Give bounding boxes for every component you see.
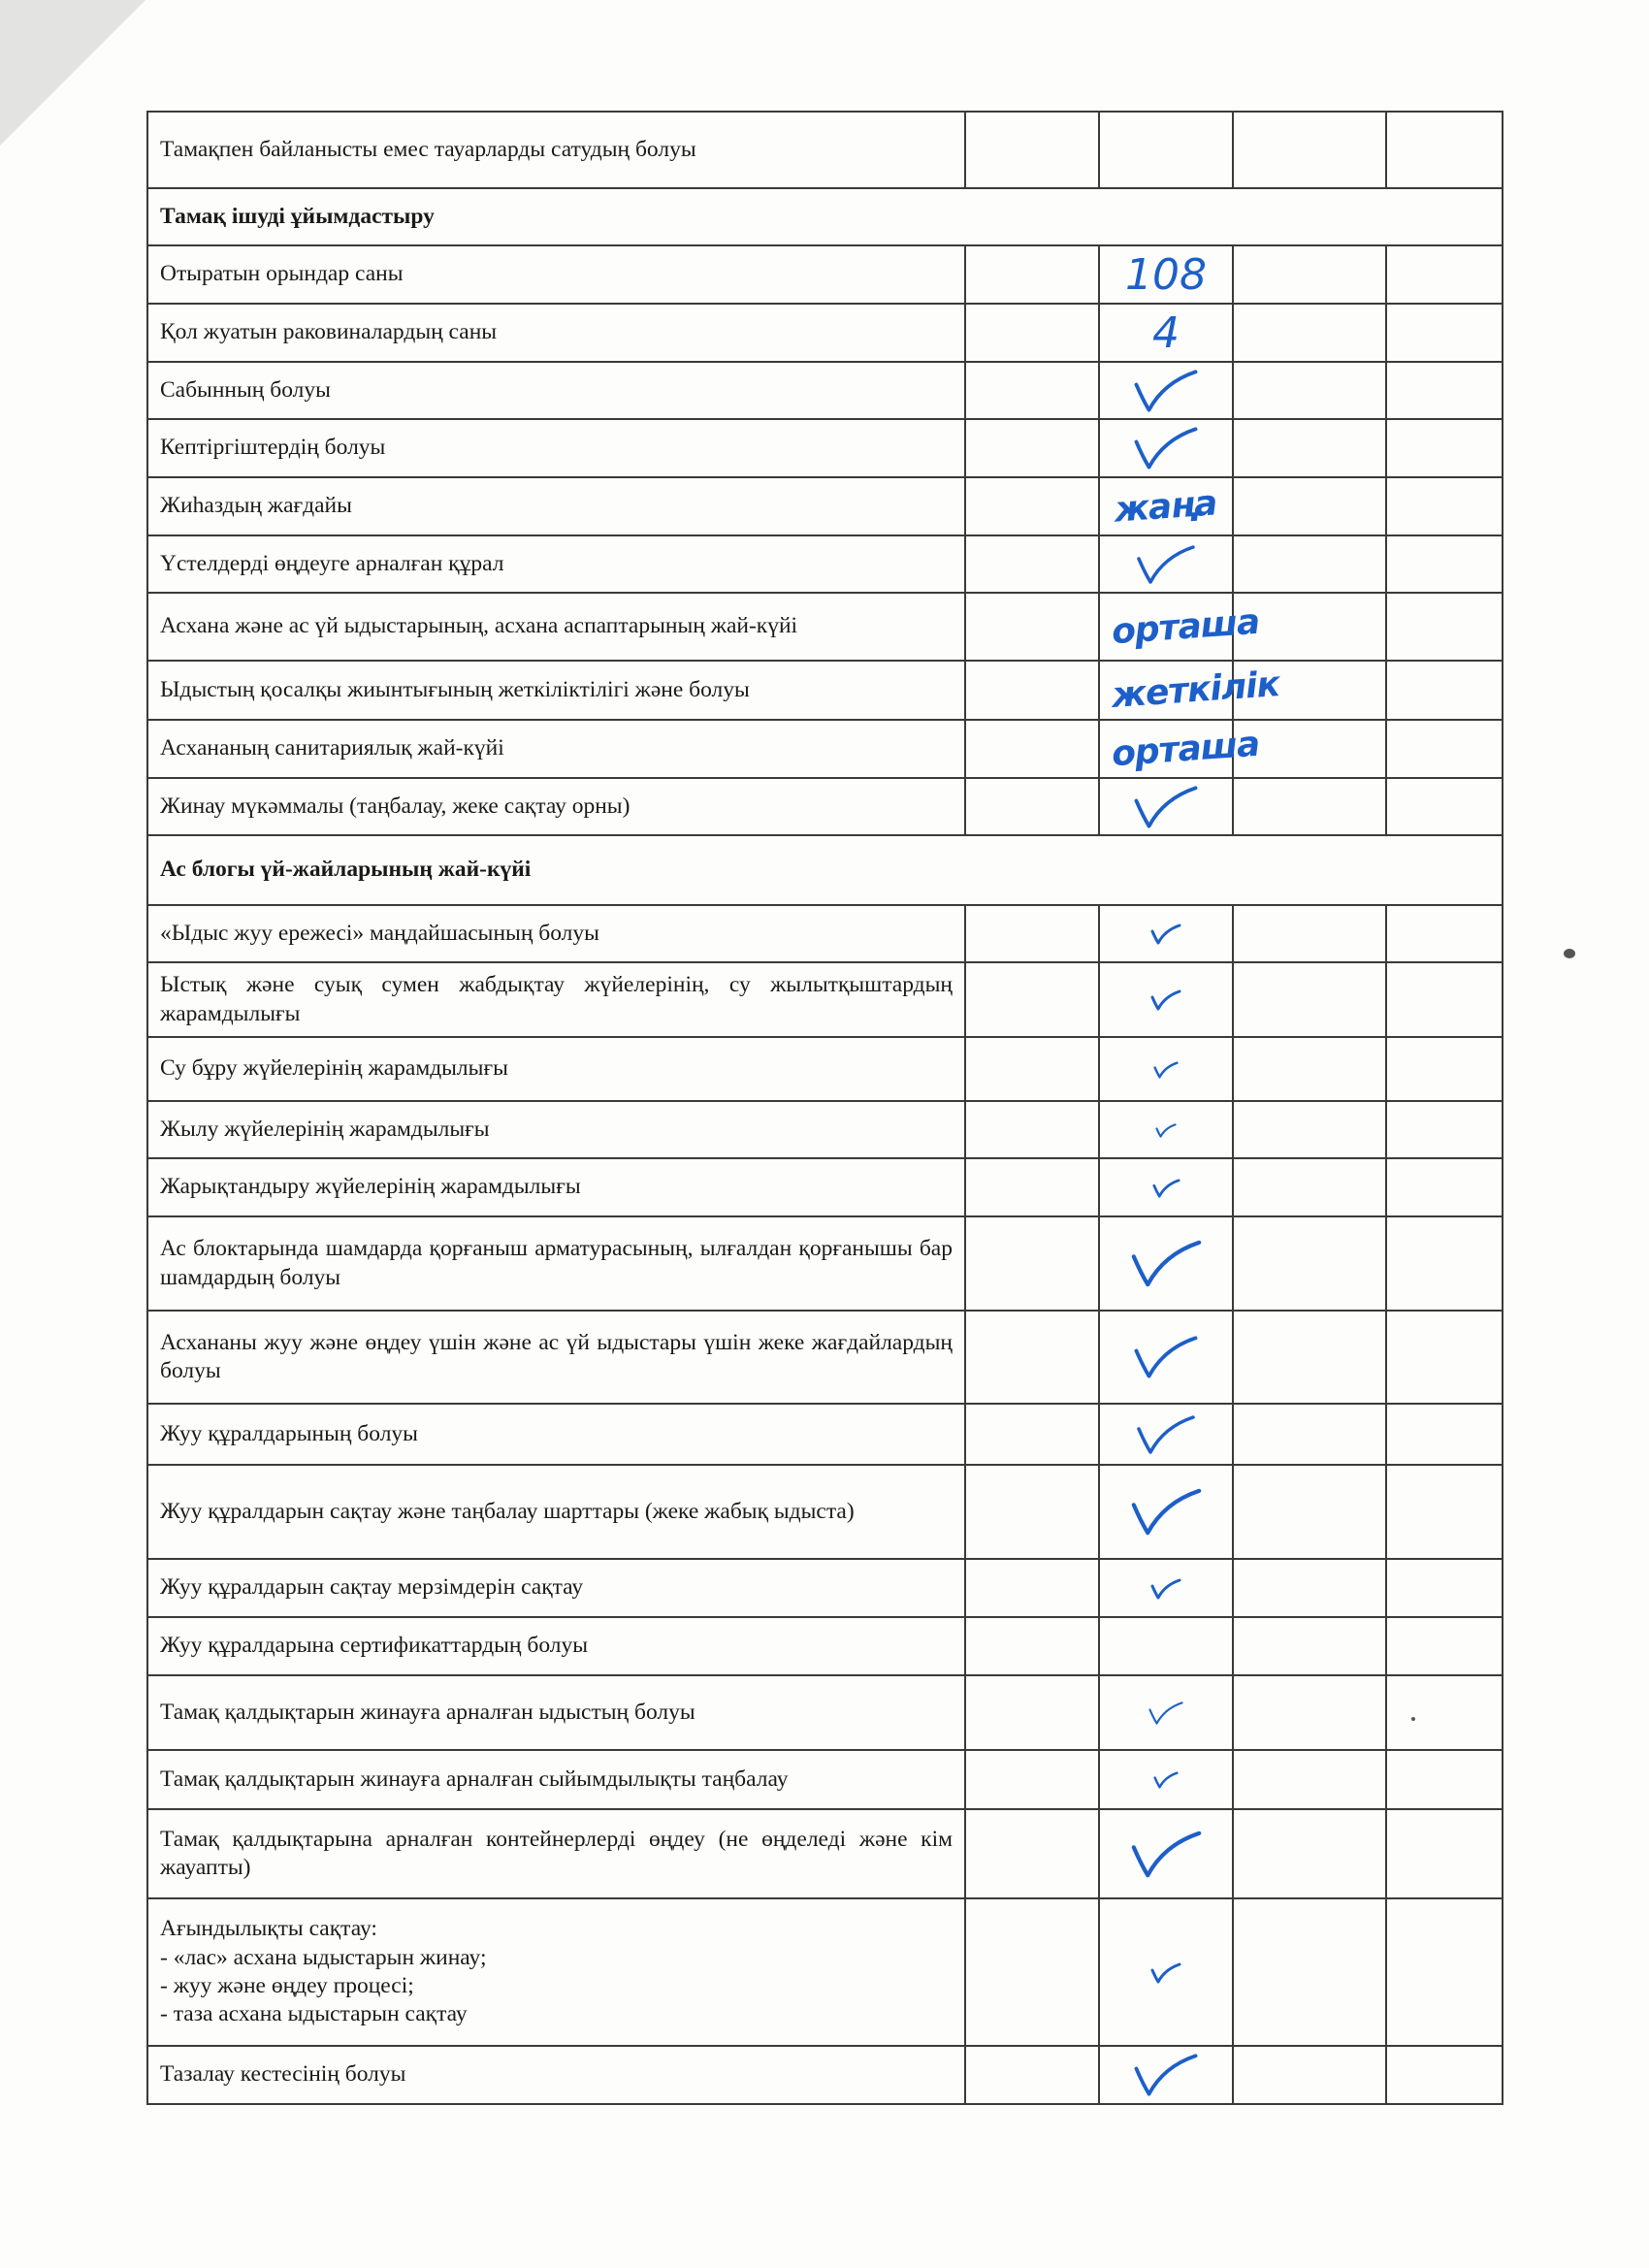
assessment-cell <box>1099 477 1233 535</box>
handwritten-check-icon <box>1135 543 1197 586</box>
item-description: Жуу құралдарын сақтау және таңбалау шарттары (жеке жабық ыдыста) <box>147 1465 965 1559</box>
empty-cell <box>965 112 1099 188</box>
handwritten-check-icon <box>1135 1413 1197 1456</box>
item-description: «Ыдыс жуу ережесі» маңдайшасының болуы <box>147 905 965 962</box>
handwritten-check-icon <box>1150 1962 1181 1984</box>
checklist-row <box>147 419 1503 477</box>
empty-cell <box>1233 1559 1386 1617</box>
handwritten-assessment-value: 108 <box>1125 249 1207 300</box>
handwritten-check-icon <box>1129 1829 1204 1880</box>
empty-cell <box>1386 1465 1503 1559</box>
empty-cell <box>1233 962 1386 1037</box>
item-description: Ыстық және суық сумен жабдықтау жүйелерінің, су жылытқыштардың жарамдылығы <box>147 962 965 1037</box>
empty-cell <box>965 1311 1099 1404</box>
item-description: Үстелдерді өңдеуге арналған құрал <box>147 535 965 593</box>
empty-cell <box>965 419 1099 477</box>
item-description: Жылу жүйелерінің жарамдылығы <box>147 1101 965 1158</box>
assessment-cell <box>1099 962 1233 1037</box>
inspection-checklist-table <box>146 111 1504 2105</box>
item-description: Кептіргіштердің болуы <box>147 419 965 477</box>
item-description: Ас блоктарында шамдарда қорғаныш арматурасының, ылғалдан қорғанышы бар шамдардың болуы <box>147 1216 965 1311</box>
empty-cell <box>1233 778 1386 835</box>
empty-cell <box>1233 1898 1386 2046</box>
empty-cell <box>1386 245 1503 304</box>
assessment-cell <box>1099 1559 1233 1617</box>
empty-cell <box>1386 419 1503 477</box>
item-description: Асхананы жуу және өңдеу үшін және ас үй ыдыстары үшін жеке жағдайлардың болуы <box>147 1311 965 1404</box>
checklist-row <box>147 1559 1503 1617</box>
section-title: Тамақ ішуді ұйымдастыру <box>147 188 1503 245</box>
item-description: Тазалау кестесінің болуы <box>147 2046 965 2104</box>
checklist-row <box>147 2046 1503 2104</box>
empty-cell <box>1386 1750 1503 1809</box>
assessment-cell <box>1099 1809 1233 1898</box>
item-description: Асхана және ас үй ыдыстарының, асхана аспаптарының жай-күйі <box>147 593 965 661</box>
empty-cell <box>1233 1465 1386 1559</box>
assessment-cell <box>1099 1037 1233 1101</box>
handwritten-check-icon <box>1132 425 1200 471</box>
empty-cell <box>1386 304 1503 362</box>
assessment-cell <box>1099 905 1233 962</box>
empty-cell <box>1386 1311 1503 1404</box>
handwritten-check-icon <box>1153 1771 1179 1789</box>
empty-cell <box>1386 1101 1503 1158</box>
checklist-row <box>147 593 1503 661</box>
handwritten-check-icon <box>1132 784 1200 830</box>
empty-cell <box>965 2046 1099 2104</box>
handwritten-check-icon <box>1129 1486 1204 1538</box>
empty-cell <box>965 1404 1099 1465</box>
handwritten-assessment-value: 4 <box>1152 308 1180 358</box>
assessment-cell <box>1099 304 1233 362</box>
checklist-row <box>147 661 1503 720</box>
checklist-row <box>147 245 1503 304</box>
checklist-row <box>147 1809 1503 1898</box>
assessment-cell <box>1099 1898 1233 2046</box>
empty-cell <box>1233 905 1386 962</box>
empty-cell <box>1233 593 1386 661</box>
assessment-cell <box>1099 1101 1233 1158</box>
empty-cell <box>1386 1158 1503 1216</box>
item-description: Жиһаздың жағдайы <box>147 477 965 535</box>
assessment-cell <box>1099 112 1233 188</box>
checklist-row <box>147 1465 1503 1559</box>
handwritten-check-icon <box>1132 368 1200 414</box>
empty-cell <box>965 1037 1099 1101</box>
section-title: Ас блогы үй-жайларының жай-күйі <box>147 835 1503 905</box>
checklist-row <box>147 477 1503 535</box>
empty-cell <box>1386 112 1503 188</box>
empty-cell <box>965 304 1099 362</box>
scan-speck <box>1564 949 1575 958</box>
checklist-row <box>147 1311 1503 1404</box>
handwritten-check-icon <box>1150 923 1181 945</box>
checklist-row <box>147 535 1503 593</box>
assessment-cell <box>1099 1750 1233 1809</box>
assessment-cell <box>1099 720 1261 778</box>
empty-cell <box>965 1465 1099 1559</box>
empty-cell <box>1386 1216 1503 1311</box>
empty-cell <box>1386 477 1503 535</box>
scanned-page-corner-fold <box>0 0 146 146</box>
checklist-row <box>147 1675 1503 1750</box>
empty-cell <box>965 535 1099 593</box>
empty-cell <box>1386 1559 1503 1617</box>
empty-cell <box>1386 778 1503 835</box>
empty-cell <box>965 962 1099 1037</box>
assessment-cell <box>1099 778 1233 835</box>
assessment-cell <box>1099 1158 1233 1216</box>
item-description: Сабынның болуы <box>147 362 965 419</box>
empty-cell <box>965 1675 1099 1750</box>
checklist-row <box>147 1216 1503 1311</box>
empty-cell <box>965 1559 1099 1617</box>
empty-cell <box>1233 1809 1386 1898</box>
item-description: Жуу құралдарын сақтау мерзімдерін сақтау <box>147 1559 965 1617</box>
empty-cell <box>1386 720 1503 778</box>
assessment-cell <box>1099 245 1233 304</box>
empty-cell <box>1233 1037 1386 1101</box>
empty-cell <box>1386 535 1503 593</box>
empty-cell <box>1233 1750 1386 1809</box>
assessment-cell <box>1099 661 1281 720</box>
empty-cell <box>965 1898 1099 2046</box>
empty-cell <box>965 1101 1099 1158</box>
empty-cell <box>1233 2046 1386 2104</box>
empty-cell <box>1233 1216 1386 1311</box>
empty-cell <box>965 1750 1099 1809</box>
handwritten-check-icon <box>1132 2052 1200 2098</box>
item-description-line: - жуу және өңдеу процесі; <box>160 1973 414 1998</box>
checklist-body <box>147 112 1503 2104</box>
empty-cell <box>1233 245 1386 304</box>
handwritten-assessment-value: орташа <box>1110 724 1261 774</box>
item-description: Тамақ қалдықтарын жинауға арналған сыйымдылықты таңбалау <box>147 1750 965 1809</box>
empty-cell <box>1233 661 1386 720</box>
empty-cell <box>1233 1404 1386 1465</box>
checklist-row <box>147 1898 1503 2046</box>
handwritten-assessment-value: жаңа <box>1114 482 1218 531</box>
section-header-row <box>147 835 1503 905</box>
item-description: Жинау мүкәммалы (таңбалау, жеке сақтау орны) <box>147 778 965 835</box>
item-description: Су бұру жүйелерінің жарамдылығы <box>147 1037 965 1101</box>
item-description: Отыратын орындар саны <box>147 245 965 304</box>
handwritten-assessment-value: орташа <box>1110 601 1261 652</box>
empty-cell <box>1386 362 1503 419</box>
empty-cell <box>965 245 1099 304</box>
assessment-cell <box>1099 419 1233 477</box>
empty-cell <box>965 1216 1099 1311</box>
empty-cell <box>1386 2046 1503 2104</box>
checklist-row <box>147 1101 1503 1158</box>
item-description: Жарықтандыру жүйелерінің жарамдылығы <box>147 1158 965 1216</box>
checklist-row <box>147 905 1503 962</box>
empty-cell <box>1233 304 1386 362</box>
empty-cell <box>1233 1675 1386 1750</box>
item-description: Асхананың санитариялық жай-күйі <box>147 720 965 778</box>
empty-cell <box>965 1158 1099 1216</box>
checklist-row <box>147 304 1503 362</box>
assessment-cell <box>1099 1617 1233 1675</box>
handwritten-check-icon <box>1132 1334 1200 1380</box>
handwritten-check-icon <box>1148 1701 1184 1726</box>
assessment-cell <box>1099 1675 1233 1750</box>
checklist-row <box>147 362 1503 419</box>
item-description <box>147 1898 965 2046</box>
empty-cell <box>1233 477 1386 535</box>
empty-cell <box>1386 1617 1503 1675</box>
empty-cell <box>965 661 1099 720</box>
empty-cell <box>965 477 1099 535</box>
item-description-line: Ағындылықты сақтау: <box>160 1916 377 1942</box>
item-description: Жуу құралдарының болуы <box>147 1404 965 1465</box>
empty-cell <box>1386 1809 1503 1898</box>
empty-cell <box>1386 661 1503 720</box>
checklist-row <box>147 778 1503 835</box>
empty-cell <box>965 1809 1099 1898</box>
empty-cell <box>965 1617 1099 1675</box>
assessment-cell <box>1099 1311 1233 1404</box>
handwritten-assessment-value: жеткілік <box>1110 664 1281 716</box>
checklist-row <box>147 720 1503 778</box>
handwritten-check-icon <box>1129 1238 1204 1289</box>
item-description: Тамақпен байланысты емес тауарларды сатудың болуы <box>147 112 965 188</box>
handwritten-check-icon <box>1153 1061 1179 1079</box>
empty-cell <box>1233 419 1386 477</box>
empty-cell <box>1233 1101 1386 1158</box>
empty-cell <box>1233 1311 1386 1404</box>
checklist-row <box>147 1404 1503 1465</box>
checklist-row <box>147 1158 1503 1216</box>
item-description: Ыдыстың қосалқы жиынтығының жеткіліктілігі және болуы <box>147 661 965 720</box>
empty-cell <box>1233 362 1386 419</box>
empty-cell <box>1233 720 1386 778</box>
empty-cell <box>1386 905 1503 962</box>
item-description: Тамақ қалдықтарын жинауға арналған ыдыстың болуы <box>147 1675 965 1750</box>
section-header-row <box>147 188 1503 245</box>
handwritten-check-icon <box>1155 1123 1177 1138</box>
empty-cell <box>1386 593 1503 661</box>
checklist-row <box>147 112 1503 188</box>
assessment-cell <box>1099 1404 1233 1465</box>
item-description: Қол жуатын раковиналардың саны <box>147 304 965 362</box>
empty-cell <box>1386 1037 1503 1101</box>
empty-cell <box>965 720 1099 778</box>
assessment-cell <box>1099 2046 1233 2104</box>
empty-cell <box>1386 1898 1503 2046</box>
empty-cell <box>1233 1617 1386 1675</box>
empty-cell <box>1386 962 1503 1037</box>
assessment-cell <box>1099 535 1233 593</box>
assessment-cell <box>1099 593 1261 661</box>
empty-cell <box>965 593 1099 661</box>
empty-cell <box>1233 1158 1386 1216</box>
item-description: Тамақ қалдықтарына арналған контейнерлерді өңдеу (не өңделеді және кім жауапты) <box>147 1809 965 1898</box>
checklist-row <box>147 1037 1503 1101</box>
assessment-cell <box>1099 1465 1233 1559</box>
empty-cell <box>1233 535 1386 593</box>
checklist-row <box>147 1750 1503 1809</box>
empty-cell <box>1386 1675 1503 1750</box>
empty-cell <box>965 362 1099 419</box>
checklist-row <box>147 962 1503 1037</box>
assessment-cell <box>1099 362 1233 419</box>
handwritten-check-icon <box>1152 1179 1180 1198</box>
item-description-line: - таза асхана ыдыстарын сақтау <box>160 2001 468 2027</box>
item-description-line: - «лас» асхана ыдыстарын жинау; <box>160 1944 487 1970</box>
empty-cell <box>1386 1404 1503 1465</box>
checklist-row <box>147 1617 1503 1675</box>
empty-cell <box>965 778 1099 835</box>
handwritten-check-icon <box>1150 1578 1181 1600</box>
empty-cell <box>965 905 1099 962</box>
assessment-cell <box>1099 1216 1233 1311</box>
empty-cell <box>1233 112 1386 188</box>
handwritten-check-icon <box>1150 989 1181 1011</box>
item-description: Жуу құралдарына сертификаттардың болуы <box>147 1617 965 1675</box>
